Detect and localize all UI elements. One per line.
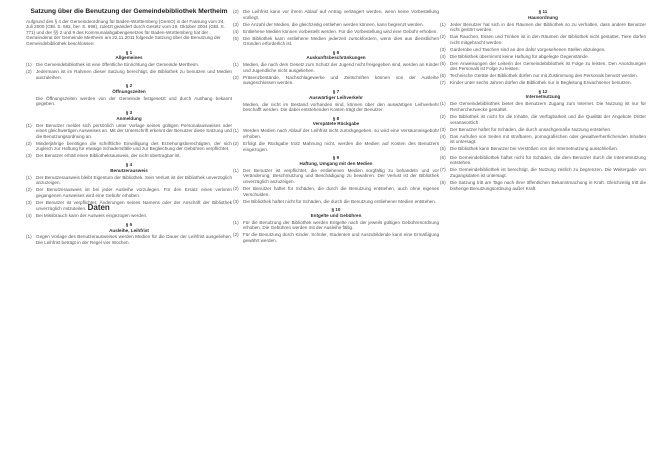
paragraph-text xyxy=(36,234,232,245)
section-number: § 12 xyxy=(538,88,548,94)
paragraph-body: Der Benutzer haftet für Schäden, die durch unsachgemäße Nutzung entstehen. xyxy=(450,126,612,132)
column-2 xyxy=(233,6,439,243)
section xyxy=(440,89,646,152)
paragraph-number: (2) xyxy=(26,69,32,75)
paragraph-text xyxy=(243,128,439,139)
paragraph-text xyxy=(243,9,439,20)
paragraph-body: Der Benutzerausweis bleibt Eigentum der Bibliothek. Sein Verlust ist der Bibliothek unverzüglich anzuzeigen. xyxy=(36,174,232,186)
paragraph xyxy=(26,62,232,68)
section xyxy=(26,50,232,81)
paragraph-number: (2) xyxy=(233,9,239,14)
paragraph-body: Die Gemeindebibliothek bietet den Benutzern Zugang zum Internet. Die Nutzung ist nur für Recherchezwecke gestattet. xyxy=(450,101,646,113)
paragraph-text xyxy=(243,22,439,28)
paragraph xyxy=(440,180,646,191)
section-title: Benutzerausweis xyxy=(110,167,148,173)
paragraph-number: (6) xyxy=(440,154,446,160)
document-intro: Aufgrund des § 4 der Gemeindeordnung für Baden-Württemberg (GemO) in der Fassung vom 24. Juli 2000 (GBl. S. 582, ber. S. 698), zuletzt geändert durch Gesetz vom 19. Oktober 2004 (GBl. S. 771) und der §§ 2 und 9 des Kommunalabgabengesetzes für Baden-Württemberg hat der Gemeinderat der Gemeinde Mertheim am 22.11.2011 folgende Satzung über die Benutzung der Gemeindebibliothek beschlossen: xyxy=(26,18,225,46)
paragraph-number: (7) xyxy=(440,167,446,173)
paragraph-text xyxy=(243,199,439,205)
section-heading xyxy=(233,155,439,166)
paragraph xyxy=(26,123,232,140)
paragraph-text xyxy=(243,75,439,86)
paragraph-body: Für die Benutzung durch Kinder, Schüler, Studenten und Auszubildende kann eine Ermäßigung gewährt werden. xyxy=(243,232,439,243)
paragraph xyxy=(233,29,439,35)
paragraph-number: (3) xyxy=(26,199,32,205)
paragraph-text xyxy=(243,62,439,73)
section-heading xyxy=(233,207,439,218)
paragraph-body: Kinder unter sechs Jahren dürfen die Bibliothek nur in Begleitung Erwachsener benutzen. xyxy=(450,80,632,86)
paragraph-number: (2) xyxy=(26,187,32,193)
paragraph-body: Minderjährige benötigen die schriftliche Einwilligung des Erziehungsberechtigten, der sich zugleich zur Haftung für etwaige Schadensfälle und zur Begleichung der Gebühren verpflichtet. xyxy=(36,140,232,152)
paragraph xyxy=(233,102,439,113)
paragraph-number: (8) xyxy=(440,179,446,185)
section xyxy=(233,50,439,86)
paragraph-number: (1) xyxy=(26,62,32,68)
paragraph xyxy=(440,155,646,166)
paragraph-body: Das Rauchen, Essen und Trinken ist in den Räumen der Bibliothek nicht gestattet. Tiere dürfen nicht mitgebracht werden. xyxy=(450,34,646,45)
paragraph-body: Die Bibliothek kann entliehene Medien jederzeit zurückfordern, wenn dies aus dienstlichen Gründen erforderlich ist. xyxy=(243,35,439,47)
paragraph xyxy=(26,175,232,186)
paragraph xyxy=(26,153,232,159)
paragraph-text xyxy=(36,69,232,80)
paragraph xyxy=(440,47,646,53)
paragraph-body: Der Benutzerausweis ist bei jeder Ausleihe vorzulegen. Für den Ersatz eines verloren gegangenen Ausweises wird eine Gebühr erhoben. xyxy=(36,187,232,198)
paragraph xyxy=(233,9,439,20)
paragraph-text xyxy=(450,47,646,53)
paragraph xyxy=(233,186,439,197)
paragraph-text xyxy=(243,186,439,197)
paragraph xyxy=(440,54,646,60)
section-heading xyxy=(26,110,232,121)
paragraph-text xyxy=(450,127,646,133)
paragraph xyxy=(440,101,646,112)
paragraph-body: Entliehene Medien können vorbestellt werden. Für die Vorbestellung wird eine Gebühr erhoben. xyxy=(243,28,438,34)
paragraph-number: (7) xyxy=(440,80,446,86)
section-heading xyxy=(440,9,646,20)
paragraph-number xyxy=(26,96,36,107)
paragraph xyxy=(233,36,439,47)
emphasized-word: Daten xyxy=(87,203,110,213)
paragraph-body: Der Benutzer ist verpflichtet, Änderungen seines Namens oder der Anschrift der Bibliothek unverzüglich mitzuteilen. xyxy=(36,199,232,212)
paragraph-text xyxy=(450,101,646,112)
paragraph xyxy=(233,75,439,86)
section-title: Öffnungszeiten xyxy=(112,88,146,94)
section-title: Internetnutzung xyxy=(525,94,561,100)
section-number: § 11 xyxy=(538,9,548,14)
paragraph-text xyxy=(36,96,232,107)
paragraph-number: (2) xyxy=(26,140,32,146)
paragraph-number: (4) xyxy=(233,28,239,34)
section-title: Anmeldung xyxy=(116,115,142,121)
paragraph-body: Medien, die nicht im Bestand vorhanden sind, können über den auswärtigen Leihverkehr beschafft werden. Die dabei entstehenden Kosten trägt der Benutzer. xyxy=(243,101,439,113)
paragraph-body: Die Bibliothek kann Benutzer bei Verstößen von der Internetnutzung ausschließen. xyxy=(450,146,619,152)
paragraph-number: (4) xyxy=(440,133,446,139)
paragraph xyxy=(440,61,646,72)
paragraph xyxy=(440,127,646,133)
paragraph-number: (1) xyxy=(233,167,239,173)
paragraph-text xyxy=(450,134,646,145)
paragraph-body: Die Öffnungszeiten werden von der Gemeinde festgesetzt und durch Aushang bekannt gegeben. xyxy=(36,95,232,107)
section-number: § 7 xyxy=(332,89,340,95)
paragraph xyxy=(26,213,232,219)
section-heading xyxy=(26,50,232,61)
paragraph xyxy=(26,187,232,198)
paragraph xyxy=(26,96,232,107)
paragraph-body: Die Bibliothek haftet nicht für Schäden, die durch die Benutzung entliehener Medien entstehen. xyxy=(243,198,437,204)
section-title: Auswärtiger Leihverkehr xyxy=(309,94,363,100)
paragraph xyxy=(233,141,439,152)
paragraph-text xyxy=(36,123,232,140)
paragraph-body: Technische Geräte der Bibliothek dürfen nur mit Zustimmung des Personals benutzt werden. xyxy=(450,73,638,79)
paragraph-body: Für die Benutzung der Bibliothek werden Entgelte nach der jeweils gültigen Gebührenordnung erhoben. Die Gebühren werden mit der Ausleihe fällig. xyxy=(243,219,439,231)
paragraph-text xyxy=(450,22,646,33)
paragraph-body: Der Benutzer meldet sich persönlich unter Vorlage seines gültigen Personalausweises oder eines gleichwertigen Ausweises an. Mit der Unterschrift erkennt der Benutzer diese Satzung und die Benutzungsordnung an. xyxy=(36,122,232,139)
section-heading xyxy=(26,83,232,94)
section-title: Verspätete Rückgabe xyxy=(312,121,360,127)
paragraph-text xyxy=(36,200,232,212)
paragraph-text xyxy=(243,141,439,152)
section-number: § 5 xyxy=(125,221,133,227)
paragraph-number: (4) xyxy=(26,213,32,219)
paragraph-number: (3) xyxy=(440,46,446,52)
paragraph-text xyxy=(450,155,646,166)
paragraph xyxy=(440,167,646,178)
paragraph-body: Die Gemeindebibliothek haftet nicht für Schäden, die dem Benutzer durch die Internetnutzung entstehen. xyxy=(450,154,646,166)
paragraph-text xyxy=(243,232,439,243)
paragraph-body: Der Benutzer haftet für Schäden, die durch die Benutzung entstehen, auch ohne eigenes Verschulden. xyxy=(243,185,439,197)
paragraph-text xyxy=(36,153,232,159)
paragraph-number: (1) xyxy=(26,122,32,128)
paragraph-text xyxy=(243,36,439,47)
section-heading xyxy=(26,162,232,173)
paragraph-body: Garderobe und Taschen sind an den dafür vorgesehenen Stellen abzulegen. xyxy=(450,46,606,52)
paragraph-body: Die Anzahl der Medien, die gleichzeitig entliehen werden können, kann begrenzt werden. xyxy=(243,21,424,27)
paragraph-body: Die Satzung tritt am Tage nach ihrer öffentlichen Bekanntmachung in Kraft. Gleichzeitig tritt die bisherige Benutzungsordnung außer Kraft. xyxy=(450,179,646,191)
section-number: § 8 xyxy=(332,115,340,121)
section xyxy=(26,83,232,107)
paragraph-number: (6) xyxy=(440,73,446,79)
paragraph xyxy=(233,22,439,28)
paragraph xyxy=(440,134,646,145)
section-heading xyxy=(440,89,646,100)
paragraph-body: Die Bibliothek übernimmt keine Haftung für abgelegte Gegenstände. xyxy=(450,53,589,59)
paragraph-body: Der Benutzer erhält einen Bibliotheksausweis, der nicht übertragbar ist. xyxy=(36,153,181,159)
paragraph-text xyxy=(36,141,232,152)
paragraph xyxy=(440,73,646,79)
paragraph-body: Die Bibliothek ist nicht für die Inhalte, die Verfügbarkeit und die Qualität der Angebote Dritter verantwortlich. xyxy=(450,114,646,125)
column-3-sections xyxy=(440,9,646,191)
paragraph xyxy=(233,232,439,243)
paragraph xyxy=(233,199,439,205)
paragraph xyxy=(440,146,646,152)
paragraph-number: (2) xyxy=(440,34,446,40)
section-heading xyxy=(233,89,439,100)
section-number: § 9 xyxy=(332,155,340,161)
paragraph-text xyxy=(450,114,646,125)
paragraph-text xyxy=(36,62,232,68)
paragraph-number: (2) xyxy=(233,185,239,191)
paragraph-text xyxy=(36,213,232,219)
paragraph-text xyxy=(36,187,232,198)
paragraph-number xyxy=(233,102,243,113)
paragraph-number: (5) xyxy=(440,60,446,66)
paragraph-number: (2) xyxy=(440,114,446,120)
paragraph xyxy=(26,234,232,245)
paragraph-number: (1) xyxy=(233,128,239,134)
paragraph xyxy=(440,22,646,33)
paragraph-body: Jeder Benutzer hat sich in den Räumen der Bibliothek so zu verhalten, dass andere Benutzer nicht gestört werden. xyxy=(450,21,646,33)
paragraph-number: (2) xyxy=(233,141,239,146)
section-heading xyxy=(233,50,439,61)
paragraph-body: Präsenzbestände, Nachschlagewerke und Zeitschriften können von der Ausleihe ausgeschlossen werden. xyxy=(243,74,439,86)
paragraph-text xyxy=(243,102,439,113)
paragraph-number: (1) xyxy=(440,101,446,107)
paragraph xyxy=(440,34,646,45)
paragraph xyxy=(440,114,646,125)
paragraph-number: (1) xyxy=(440,21,446,27)
section-number: § 4 xyxy=(125,162,133,167)
column-1-sections xyxy=(26,50,232,246)
paragraph-text xyxy=(243,220,439,231)
section-heading xyxy=(233,116,439,127)
paragraph xyxy=(233,220,439,231)
paragraph xyxy=(233,128,439,139)
paragraph-body: Die Leihfrist kann vor ihrem Ablauf auf Antrag verlängert werden, wenn keine Vorbestellung vorliegt. xyxy=(243,9,439,20)
paragraph-number: (3) xyxy=(26,153,32,159)
paragraph-number: (1) xyxy=(233,219,239,225)
section xyxy=(26,110,232,159)
paragraph-number: (3) xyxy=(440,126,446,132)
paragraph-number: (1) xyxy=(233,62,239,68)
paragraph-text xyxy=(243,29,439,35)
section xyxy=(233,116,439,152)
paragraph-body: Das Aufrufen von Seiten mit strafbaren, pornografischen oder gewaltverherrlichenden Inhalten ist untersagt. xyxy=(450,133,646,145)
paragraph-body: Werden Medien nach Ablauf der Leihfrist nicht zurückgegeben, so wird eine Versäumnisgebühr erhoben. xyxy=(243,128,439,140)
paragraph-body: Gegen Vorlage des Benutzerausweises werden Medien für die Dauer der Leihfrist ausgeliehen. Die Leihfrist beträgt in der Regel vier Wochen. xyxy=(36,234,232,246)
section-title: Auskunftsbeschränkungen xyxy=(306,55,366,61)
paragraph-body: Die Gemeindebibliothek ist berechtigt, die Nutzung zeitlich zu begrenzen. Die Weitergabe von Zugangsdaten ist untersagt. xyxy=(450,167,646,178)
paragraph xyxy=(233,168,439,185)
column-1 xyxy=(26,6,232,246)
paragraph-text xyxy=(243,168,439,185)
paragraph-number: (5) xyxy=(440,146,446,152)
section-number: § 6 xyxy=(332,49,340,55)
section-number: § 3 xyxy=(125,110,133,116)
section xyxy=(233,207,439,243)
paragraph-number: (2) xyxy=(233,232,239,238)
section-number: § 10 xyxy=(331,207,341,213)
paragraph-body: Die Gemeindebibliothek ist eine öffentliche Einrichtung der Gemeinde Mertheim. xyxy=(36,62,200,68)
section xyxy=(233,89,439,113)
paragraph-number: (1) xyxy=(26,234,32,240)
column-2-sections xyxy=(233,9,439,243)
document-title: Satzung über die Benutzung der Gemeindebibliothek Mertheim xyxy=(30,8,228,15)
section-number: § 2 xyxy=(125,83,133,89)
paragraph xyxy=(26,69,232,80)
section-title: Entgelte und Gebühren xyxy=(310,212,362,218)
section-title: Allgemeines xyxy=(115,55,143,61)
paragraph-text xyxy=(450,54,646,60)
paragraph xyxy=(233,62,439,73)
paragraph-body: Jedermann ist im Rahmen dieser Satzung berechtigt, die Bibliothek zu benutzen und Medien auszuleihen. xyxy=(36,69,232,80)
paragraph xyxy=(26,141,232,152)
section-title: Haftung, Umgang mit den Medien xyxy=(299,160,373,166)
paragraph-number: (2) xyxy=(233,74,239,80)
paragraph-number: (1) xyxy=(26,174,32,180)
paragraph-body: Medien, die nach dem Gesetz zum Schutz der Jugend nicht freigegeben sind, werden an Kinder und Jugendliche nicht ausgeliehen. xyxy=(243,62,439,73)
column-3 xyxy=(440,6,646,191)
paragraph-text xyxy=(36,175,232,186)
section xyxy=(26,162,232,219)
paragraph-number: (4) xyxy=(440,53,446,59)
paragraph-body: Bei Missbrauch kann der Ausweis eingezogen werden. xyxy=(36,213,148,219)
section xyxy=(440,155,646,191)
paragraph xyxy=(440,80,646,86)
paragraph-number: (3) xyxy=(233,21,239,27)
paragraph-body: Erfolgt die Rückgabe trotz Mahnung nicht, werden die Medien auf Kosten des Benutzers eingezogen. xyxy=(243,141,439,152)
section-title: Hausordnung xyxy=(528,14,558,20)
paragraph-number: (5) xyxy=(233,35,239,41)
section-heading xyxy=(26,222,232,233)
paragraph-text xyxy=(450,146,646,152)
paragraph-text xyxy=(450,80,646,86)
section xyxy=(440,9,646,86)
section xyxy=(233,9,439,47)
paragraph-text xyxy=(450,34,646,45)
section-title: Ausleihe, Leihfrist xyxy=(109,227,149,233)
section-number: § 1 xyxy=(125,49,133,55)
paragraph-body: Den Anweisungen der Leiterin der Gemeindebibliothek ist Folge zu leisten. Den Anordnungen des Personals ist Folge zu leisten. xyxy=(450,60,646,72)
paragraph-number: (3) xyxy=(233,198,239,204)
paragraph-text xyxy=(450,61,646,72)
paragraph-body: Der Benutzer ist verpflichtet, die entliehenen Medien sorgfältig zu behandeln und vor Veränderung, Beschmutzung und Beschädigung zu bewahren. Der Verlust ist der Bibliothek unverzüglich anzuzeigen. xyxy=(243,167,439,184)
section xyxy=(233,155,439,204)
paragraph-text xyxy=(450,167,646,178)
paragraph xyxy=(26,200,232,212)
paragraph-text xyxy=(450,180,646,191)
paragraph-text xyxy=(450,73,646,79)
section xyxy=(26,222,232,246)
